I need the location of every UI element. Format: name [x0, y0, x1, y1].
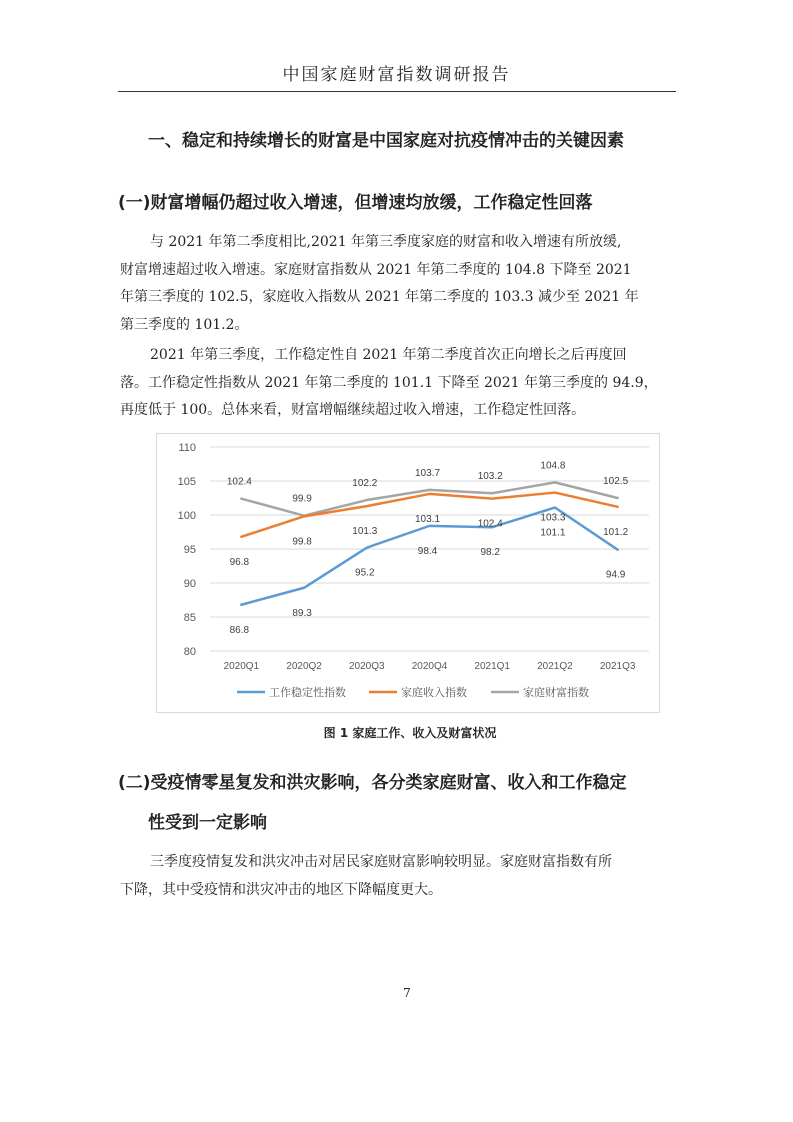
legend-label: 工作稳定性指数: [269, 687, 346, 699]
data-label: 89.3: [292, 607, 312, 619]
x-tick-label: 2020Q3: [348, 661, 385, 672]
y-tick-label: 110: [178, 442, 196, 454]
x-tick-label: 2021Q2: [537, 661, 573, 672]
paragraph-line: 下降，其中受疫情和洪灾冲击的地区下降幅度更大。: [120, 881, 442, 898]
paragraph-line: 财富增速超过收入增速。家庭财富指数从 2021 年第二季度的 104.8 下降至 2021: [120, 261, 632, 278]
subsection-heading-2-line-2: 性受到一定影响: [148, 813, 267, 833]
data-label: 94.9: [605, 569, 626, 581]
y-tick-label: 80: [183, 646, 196, 658]
line-chart: [156, 433, 660, 713]
y-tick-label: 85: [183, 612, 196, 624]
data-label: 98.2: [480, 547, 500, 559]
figure-caption: 图 1 家庭工作、收入及财富状况: [323, 726, 497, 740]
report-header-title: 中国家庭财富指数调研报告: [282, 65, 511, 85]
x-tick-label: 2021Q3: [599, 661, 636, 672]
paragraph-3: [120, 849, 675, 904]
x-tick-label: 2020Q4: [411, 661, 448, 672]
data-label: 103.1: [414, 513, 441, 525]
data-label: 102.4: [477, 518, 503, 530]
paragraph-1: [120, 229, 675, 339]
page-number: 7: [403, 986, 411, 1000]
paragraph-2: [120, 342, 675, 425]
paragraph-line: 2021 年第三季度，工作稳定性自 2021 年第二季度首次正向增长之后再度回: [150, 347, 627, 363]
data-label: 99.8: [292, 536, 312, 548]
data-label: 102.2: [352, 478, 378, 490]
paragraph-line: 三季度疫情复发和洪灾冲击对居民家庭财富影响较明显。家庭财富指数有所: [150, 854, 612, 870]
data-label: 102.5: [603, 476, 629, 487]
data-label: 95.2: [355, 567, 375, 579]
data-label: 103.3: [540, 512, 566, 524]
data-label: 102.4: [226, 476, 252, 488]
subsection-heading-1: (一)财富增幅仍超过收入增速，但增速均放缓，工作稳定性回落: [118, 193, 593, 213]
data-label: 86.8: [229, 624, 250, 636]
paragraph-line: 再度低于 100。总体来看，财富增幅继续超过收入增速，工作稳定性回落。: [120, 402, 586, 418]
paragraph-line: 与 2021 年第二季度相比,2021 年第三季度家庭的财富和收入增速有所放缓,: [150, 234, 622, 250]
y-tick-label: 100: [177, 510, 196, 522]
data-label: 101.2: [603, 526, 629, 538]
x-tick-label: 2020Q2: [286, 661, 322, 672]
data-label: 104.8: [540, 460, 566, 472]
y-tick-label: 95: [183, 544, 196, 556]
paragraph-line: 年第三季度的 102.5，家庭收入指数从 2021 年第二季度的 103.3 减少至 2021 年: [120, 289, 639, 305]
header-rule: [118, 91, 676, 92]
data-label: 103.7: [414, 467, 441, 479]
data-label: 101.3: [352, 526, 378, 538]
subsection-heading-2-line-1: (二)受疫情零星复发和洪灾影响，各分类家庭财富、收入和工作稳定: [118, 773, 627, 793]
data-label: 101.1: [540, 527, 566, 539]
data-label: 96.8: [229, 556, 250, 568]
y-tick-label: 90: [183, 578, 196, 590]
legend-label: 家庭财富指数: [523, 687, 589, 699]
legend-label: 家庭收入指数: [401, 687, 467, 699]
paragraph-line: 落。工作稳定性指数从 2021 年第二季度的 101.1 下降至 2021 年第三季度的 94.9，: [120, 374, 658, 391]
x-tick-label: 2020Q1: [223, 661, 260, 672]
data-label: 99.9: [292, 493, 312, 505]
section-heading: 一、稳定和持续增长的财富是中国家庭对抗疫情冲击的关键因素: [148, 131, 624, 151]
x-tick-label: 2021Q1: [474, 661, 511, 672]
data-label: 103.2: [477, 471, 503, 483]
chart-canvas: [157, 434, 659, 712]
y-tick-label: 105: [177, 476, 196, 488]
data-label: 98.4: [417, 545, 438, 557]
paragraph-line: 第三季度的 101.2。: [120, 316, 249, 333]
